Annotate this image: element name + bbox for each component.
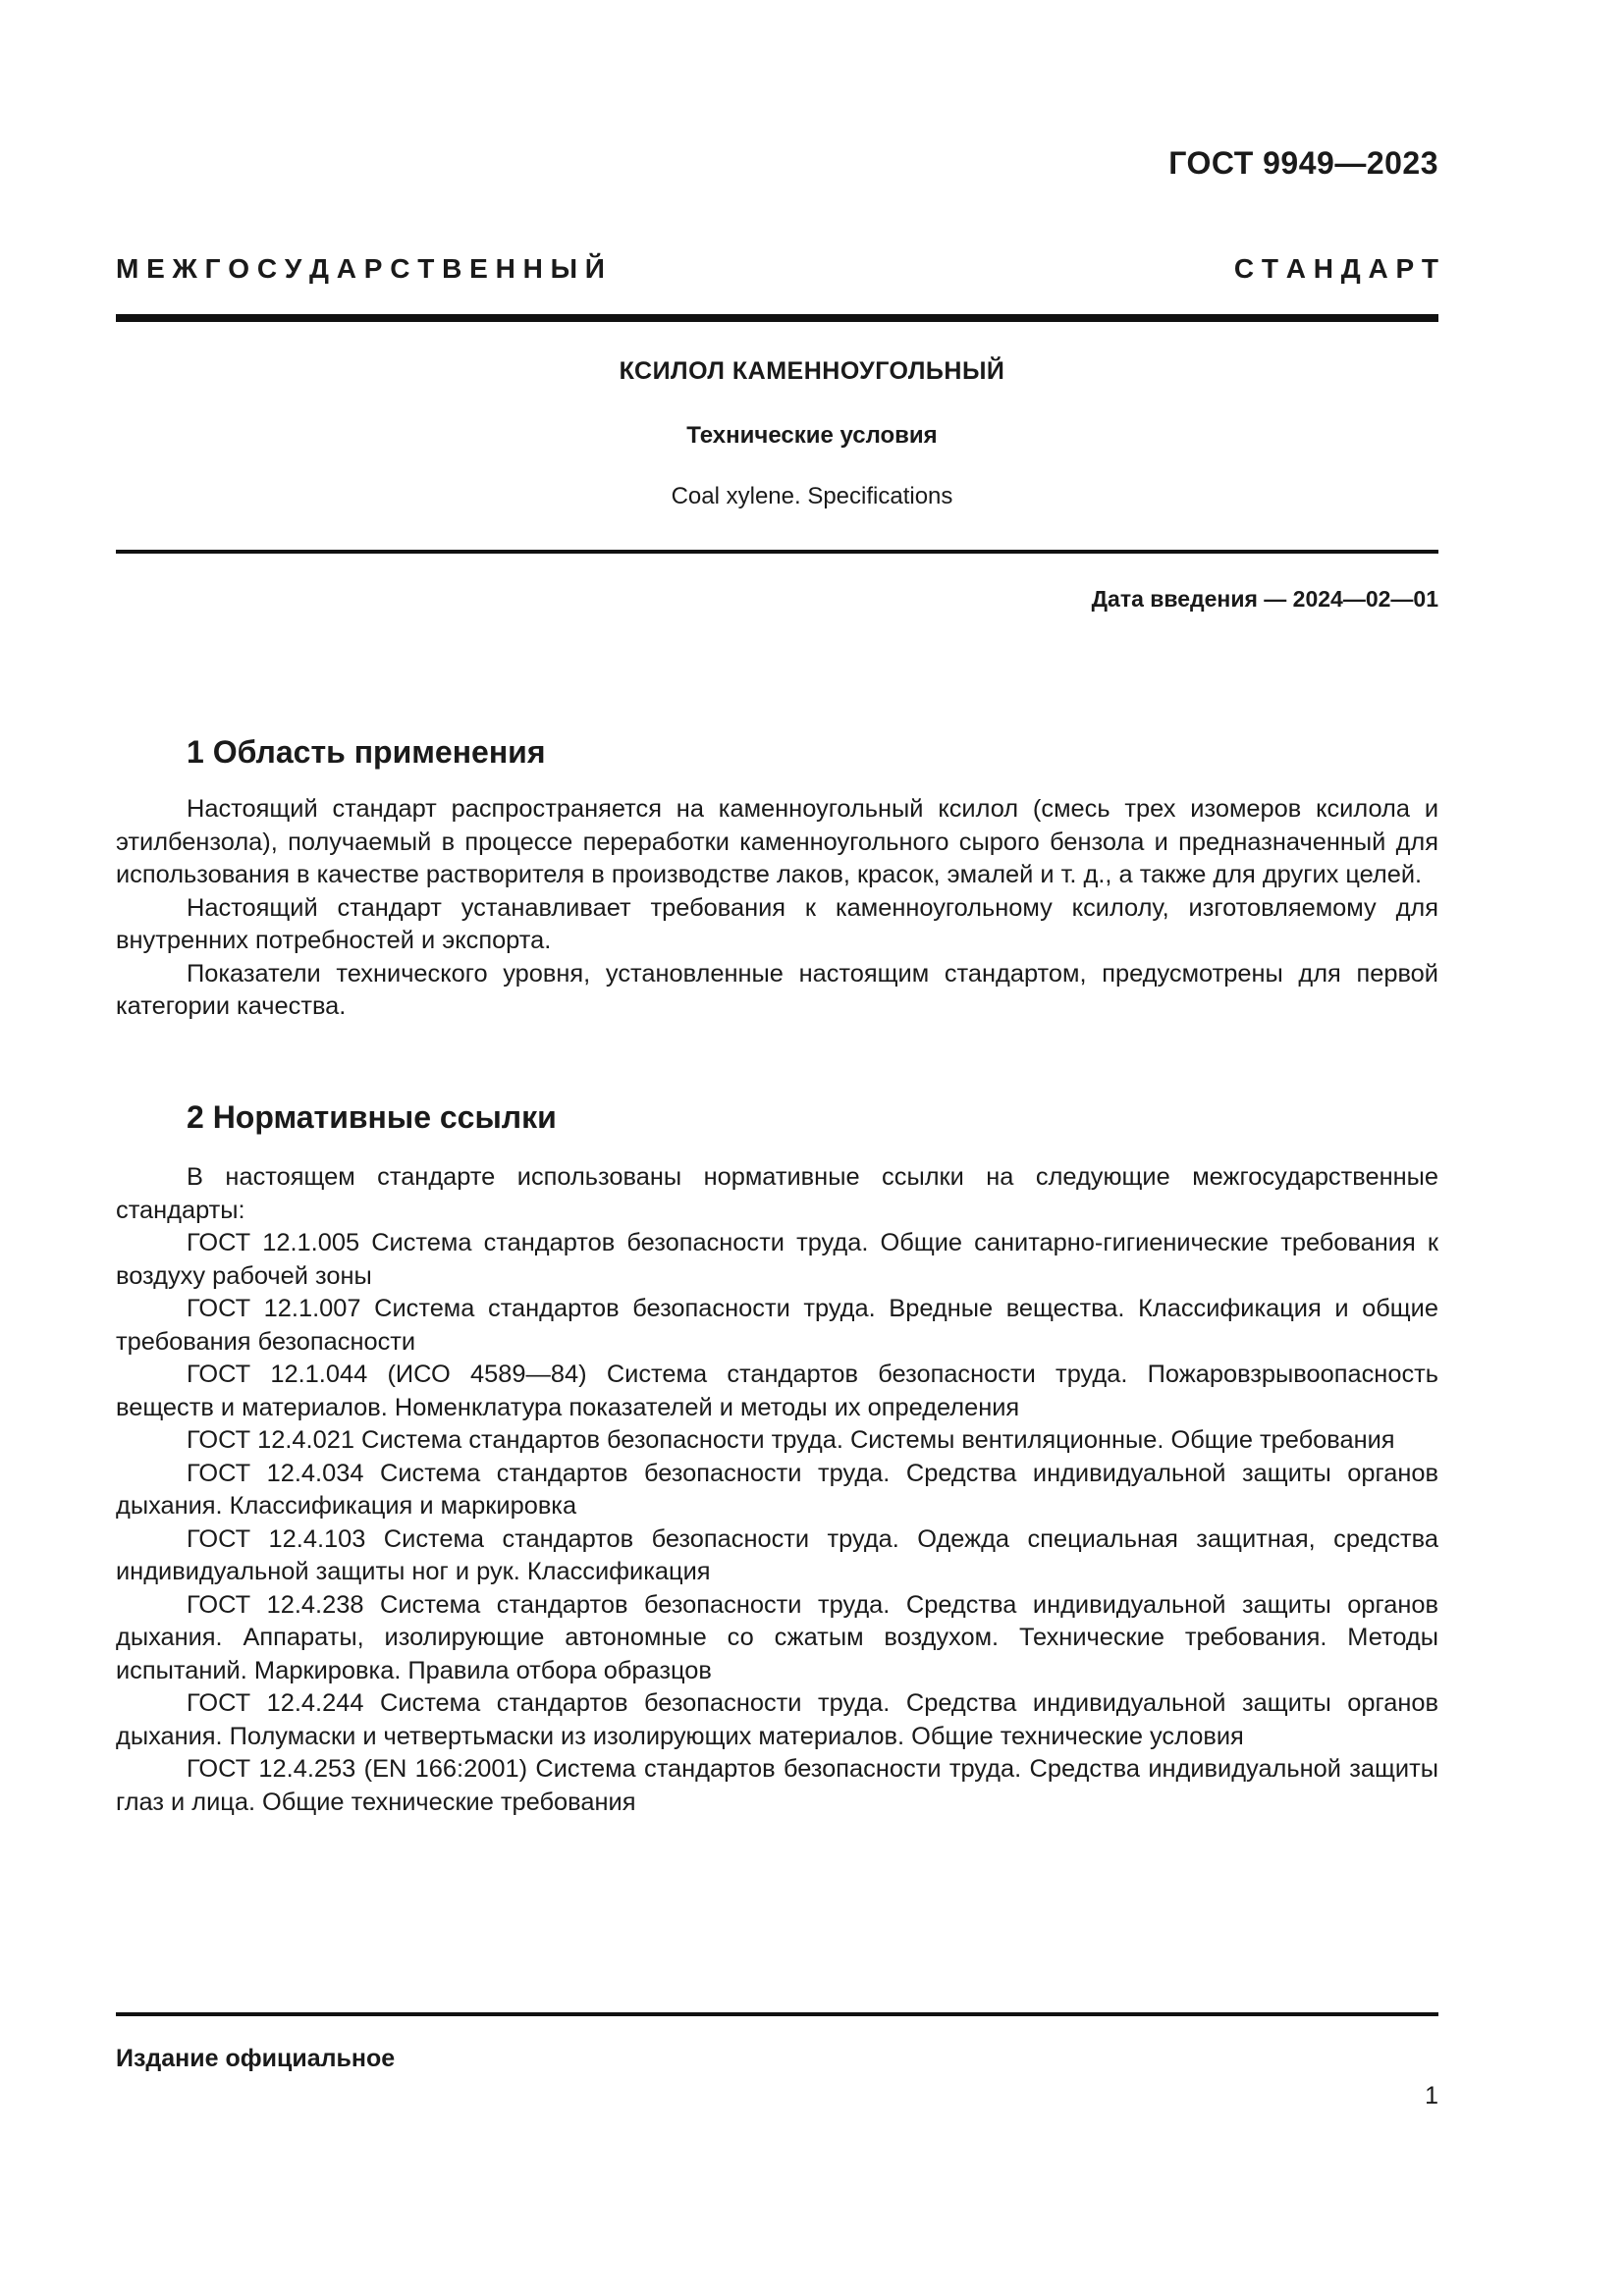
title-divider xyxy=(116,550,1438,554)
standard-type-word-2: С Т А Н Д А Р Т xyxy=(1233,253,1438,284)
paragraph: В настоящем стандарте использованы нормативные ссылки на следующие межгосударственные стандарты: xyxy=(116,1163,1438,1224)
section-body-scope xyxy=(116,793,1438,1024)
section-heading-normative-references: 2 Нормативные ссылки xyxy=(187,1099,557,1135)
document-title: КСИЛОЛ КАМЕННОУГОЛЬНЫЙ xyxy=(619,357,1005,385)
standard-type-word-1: М Е Ж Г О С У Д А Р С Т В Е Н Н Ы Й xyxy=(116,253,605,284)
reference-item: ГОСТ 12.4.238 Система стандартов безопасности труда. Средства индивидуальной защиты органов дыхания. Аппараты, изолирующие автономные со сжатым воздухом. Технические требования. Методы испытаний. Маркировка. Правила отбора образцов xyxy=(116,1590,1438,1684)
paragraph: Настоящий стандарт распространяется на каменноугольный ксилол (смесь трех изомеров ксилола и этилбензола), получаемый в процессе переработки каменноугольного сырого бензола и предназначенный для использования в качестве растворителя в производстве лаков, красок, эмалей и т. д., а также для других целей. xyxy=(116,795,1438,888)
paragraph: Настоящий стандарт устанавливает требования к каменноугольному ксилолу, изготовляемому для внутренних потребностей и экспорта. xyxy=(116,893,1438,954)
document-title-english: Coal xylene. Specifications xyxy=(671,483,953,509)
reference-item: ГОСТ 12.4.034 Система стандартов безопасности труда. Средства индивидуальной защиты органов дыхания. Классификация и маркировка xyxy=(116,1459,1438,1520)
reference-item: ГОСТ 12.4.021 Система стандартов безопасности труда. Системы вентиляционные. Общие требования xyxy=(187,1426,1395,1454)
reference-item: ГОСТ 12.4.103 Система стандартов безопасности труда. Одежда специальная защитная, средства индивидуальной защиты ног и рук. Классификация xyxy=(116,1524,1438,1585)
reference-item: ГОСТ 12.1.044 (ИСО 4589—84) Система стандартов безопасности труда. Пожаровзрывоопасность веществ и материалов. Номенклатура показателей и методы их определения xyxy=(116,1361,1438,1421)
section-body-normative-references xyxy=(116,1161,1438,1819)
footer-divider xyxy=(116,2012,1438,2016)
gost-number: ГОСТ 9949—2023 xyxy=(1168,145,1438,181)
reference-item: ГОСТ 12.1.005 Система стандартов безопасности труда. Общие санитарно-гигиенические требования к воздуху рабочей зоны xyxy=(116,1229,1438,1290)
paragraph: Показатели технического уровня, установленные настоящим стандартом, предусмотрены для первой категории качества. xyxy=(116,959,1438,1020)
standard-type-banner xyxy=(116,253,1438,285)
introduction-date: Дата введения — 2024—02—01 xyxy=(1091,586,1438,612)
page-number: 1 xyxy=(1425,2082,1438,2109)
edition-label: Издание официальное xyxy=(116,2045,396,2072)
document-subtitle: Технические условия xyxy=(686,422,938,449)
reference-item: ГОСТ 12.4.244 Система стандартов безопасности труда. Средства индивидуальной защиты органов дыхания. Полумаски и четвертьмаски из изолирующих материалов. Общие технические условия xyxy=(116,1689,1438,1750)
reference-item: ГОСТ 12.4.253 (EN 166:2001) Система стандартов безопасности труда. Средства индивидуальной защиты глаз и лица. Общие технические требования xyxy=(116,1755,1438,1816)
section-heading-scope: 1 Область применения xyxy=(187,734,546,770)
reference-item: ГОСТ 12.1.007 Система стандартов безопасности труда. Вредные вещества. Классификация и общие требования безопасности xyxy=(116,1295,1438,1356)
header-divider xyxy=(116,314,1438,322)
